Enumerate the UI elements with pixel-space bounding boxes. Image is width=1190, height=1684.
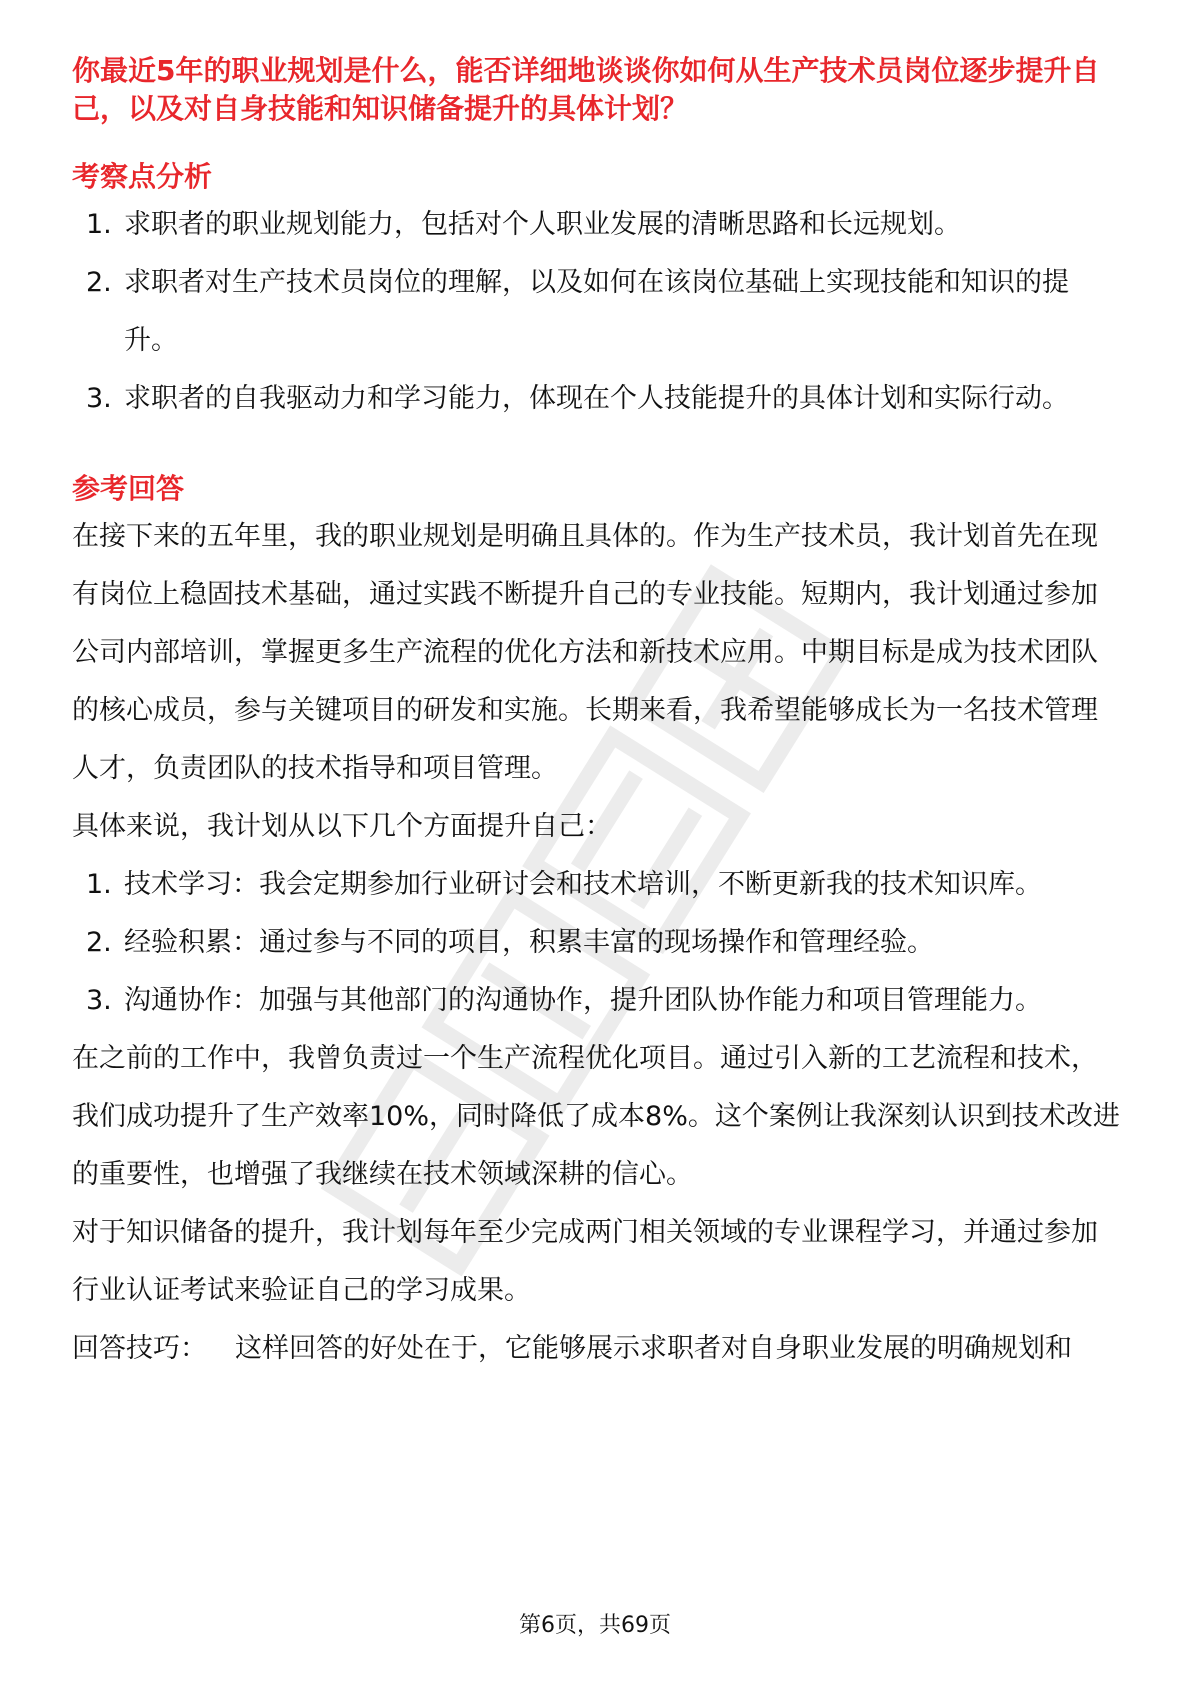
analysis-heading: 考察点分析 <box>72 160 213 193</box>
question-title: 你最近5年的职业规划是什么，能否详细地谈谈你如何从生产技术员岗位逐步提升自己，以及对自身技能和知识储备提升的具体计划？ <box>72 54 1100 125</box>
list-item-number: 3. <box>86 985 112 1016</box>
list-item-number: 3. <box>86 383 112 414</box>
answer-intro-paragraph: 在接下来的五年里，我的职业规划是明确且具体的。作为生产技术员，我计划首先在现有岗位上稳固技术基础，通过实践不断提升自己的专业技能。短期内，我计划通过参加公司内部培训，掌握更多生产流程的优化方法和新技术应用。中期目标是成为技术团队的核心成员，参与关键项目的研发和实施。长期来看，我希望能够成长为一名技术管理人才，负责团队的技术指导和项目管理。 <box>72 521 1098 784</box>
list-item <box>72 370 1122 428</box>
list-item-number: 2. <box>86 927 112 958</box>
list-item <box>72 856 1122 914</box>
content <box>72 52 1122 1378</box>
list-item-text: 求职者的自我驱动力和学习能力，体现在个人技能提升的具体计划和实际行动。 <box>124 383 1069 414</box>
answer-heading: 参考回答 <box>72 472 185 505</box>
answer-tips-paragraph <box>72 1320 1122 1378</box>
list-item-number: 1. <box>86 869 112 900</box>
list-item-number: 2. <box>86 267 112 298</box>
page-number: 第6页，共69页 <box>519 1613 671 1638</box>
list-item <box>72 914 1122 972</box>
list-item <box>72 972 1122 1030</box>
tips-text: 这样回答的好处在于，它能够展示求职者对自身职业发展的明确规划和 <box>235 1333 1072 1364</box>
answer-list <box>72 856 1122 1030</box>
answer-knowledge-paragraph: 对于知识储备的提升，我计划每年至少完成两门相关领域的专业课程学习，并通过参加行业认证考试来验证自己的学习成果。 <box>72 1217 1098 1306</box>
list-item-text: 求职者的职业规划能力，包括对个人职业发展的清晰思路和长远规划。 <box>124 209 961 240</box>
analysis-list <box>72 196 1122 428</box>
list-item-text: 沟通协作：加强与其他部门的沟通协作，提升团队协作能力和项目管理能力。 <box>124 985 1042 1016</box>
list-item <box>72 254 1122 370</box>
list-item-text: 求职者对生产技术员岗位的理解，以及如何在该岗位基础上实现技能和知识的提升。 <box>124 267 1069 356</box>
list-item-text: 技术学习：我会定期参加行业研讨会和技术培训，不断更新我的技术知识库。 <box>124 869 1042 900</box>
answer-lead-paragraph: 具体来说，我计划从以下几个方面提升自己： <box>72 811 612 842</box>
answer-case-paragraph: 在之前的工作中，我曾负责过一个生产流程优化项目。通过引入新的工艺流程和技术，我们成功提升了生产效率10%，同时降低了成本8%。这个案例让我深刻认识到技术改进的重要性，也增强了我继续在技术领域深耕的信心。 <box>72 1043 1120 1190</box>
list-item-number: 1. <box>86 209 112 240</box>
tips-label: 回答技巧： <box>72 1333 207 1364</box>
list-item-text: 经验积累：通过参与不同的项目，积累丰富的现场操作和管理经验。 <box>124 927 934 958</box>
list-item <box>72 196 1122 254</box>
